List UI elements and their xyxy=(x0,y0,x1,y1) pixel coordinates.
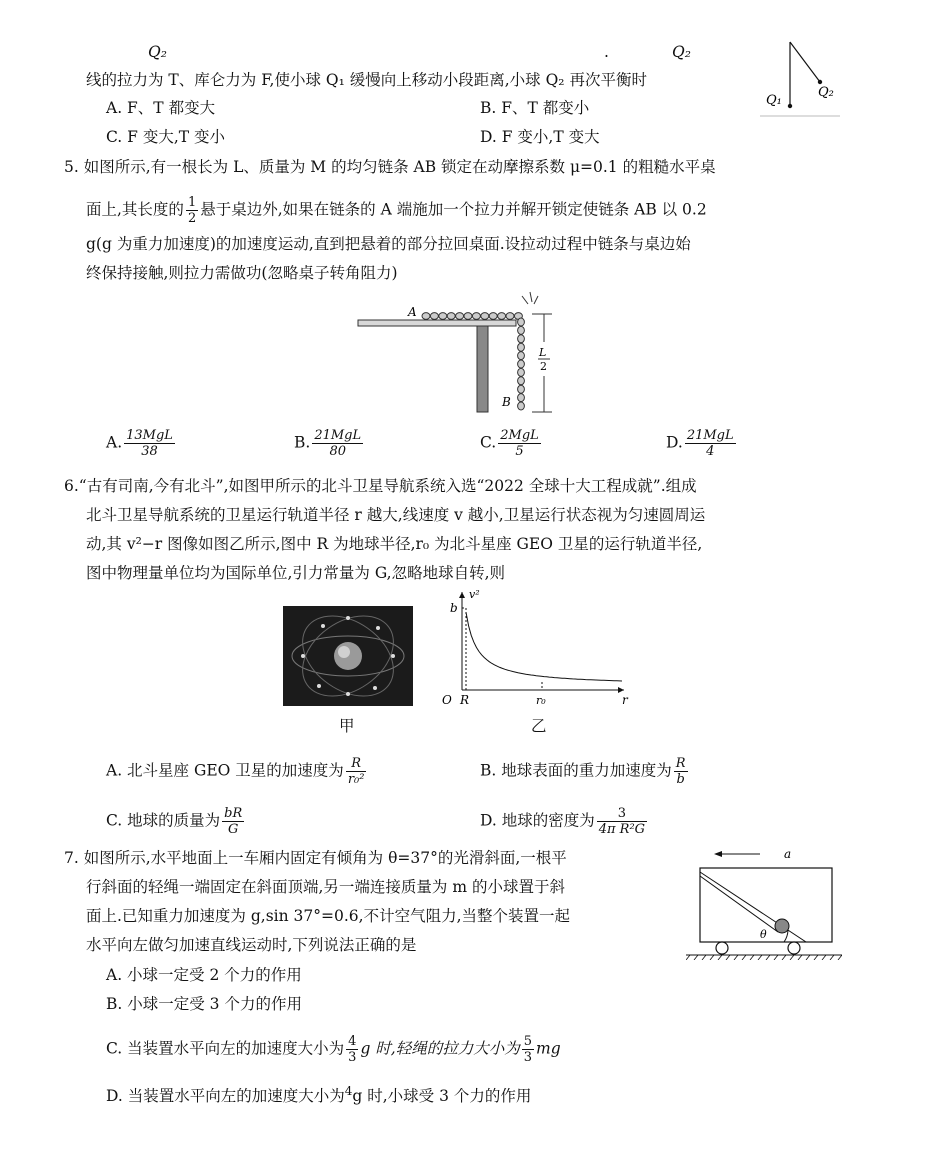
chain-link xyxy=(456,313,464,320)
ground-hatch-line xyxy=(790,955,794,960)
q5-option-d: D. $\frac{\text{21MgL}}{4}$ xyxy=(666,428,734,459)
ground-hatch-line xyxy=(774,955,778,960)
fig-a-label: a xyxy=(784,847,792,861)
v2-r-graph xyxy=(432,586,632,716)
q4-option-c: C. F 变大,T 变小 xyxy=(106,128,226,146)
q7-option-a: A. 小球一定受 2 个力的作用 xyxy=(106,966,302,984)
q5-line-3: g(g 为重力加速度)的加速度运动,直到把悬着的部分拉回桌面.设拉动过程中链条与桌边始 xyxy=(86,235,691,253)
chain-link xyxy=(498,313,506,320)
q5-line-1: 5. 如图所示,有一根长为 L、质量为 M 的均匀链条 AB 锁定在动摩擦系数 μ=0.1 的粗糙水平桌 xyxy=(64,158,716,176)
q4-option-d: D. F 变小,T 变大 xyxy=(480,128,600,146)
graph-x-label: r xyxy=(622,693,628,707)
q5-line2-pre: 面上,其长度的 xyxy=(86,200,184,219)
q7-line-1: 7. 如图所示,水平地面上一车厢内固定有倾角为 θ=37°的光滑斜面,一根平 xyxy=(64,849,567,867)
chain-link xyxy=(518,402,525,410)
q7-line-4: 水平向左做匀加速直线运动时,下列说法正确的是 xyxy=(86,936,417,954)
q2-label-left: Q₂ xyxy=(148,43,167,61)
ground-hatch-line xyxy=(750,955,754,960)
ground-hatch-line xyxy=(766,955,770,960)
ground-hatch-line xyxy=(782,955,786,960)
chain-link xyxy=(506,313,514,320)
chain-link xyxy=(481,313,489,320)
chain-link xyxy=(472,313,480,320)
ground-hatch-line xyxy=(742,955,746,960)
ground-hatch-line xyxy=(830,955,834,960)
ground-hatch-line xyxy=(702,955,706,960)
beidou-satellite-image xyxy=(283,606,413,706)
q5-option-a: A. $\frac{\text{13MgL}}{38}$ xyxy=(106,428,173,459)
ground-hatch-line xyxy=(806,955,810,960)
chain-link xyxy=(518,394,525,402)
chain-link xyxy=(447,313,455,320)
graph-b-label: b xyxy=(450,601,458,615)
chain-link xyxy=(518,343,525,351)
chain-link xyxy=(518,318,525,326)
chain-link xyxy=(518,377,525,385)
q7-option-d: D. 当装置水平向左的加速度大小为4g 时,小球受 3 个力的作用 xyxy=(106,1084,532,1105)
ground-hatch-line xyxy=(814,955,818,960)
fig-B-label: B xyxy=(502,395,511,409)
q6-line-2: 北斗卫星导航系统的卫星运行轨道半径 r 越大,线速度 v 越小,卫星运行状态视为匀速圆周运 xyxy=(86,506,706,524)
q6-line-3: 动,其 v²−r 图像如图乙所示,图中 R 为地球半径,r₀ 为北斗星座 GEO 卫星的运行轨道半径, xyxy=(86,535,703,553)
q5-option-c: C. $\frac{\text{2MgL}}{5}$ xyxy=(480,428,539,459)
q2-label-right: Q₂ xyxy=(672,43,691,61)
q4-pendulum-figure xyxy=(758,38,842,118)
chain-link xyxy=(518,326,525,334)
q6-option-a: A. 北斗星座 GEO 卫星的加速度为 $\frac{R}{\text{r₀²}}$ xyxy=(106,756,365,787)
q7-option-c: C. 当装置水平向左的加速度大小为 $\frac{4}{3}$ g 时,轻绳的拉力大小为 $\frac{5}{3}$ mg xyxy=(106,1034,561,1065)
q4-option-a: A. F、T 都变大 xyxy=(106,99,216,117)
ground-hatch-line xyxy=(686,955,690,960)
q6-line-1: 6.“古有司南,今有北斗”,如图甲所示的北斗卫星导航系统入选“2022 全球十大工程成就”.组成 xyxy=(64,477,697,495)
chain-link xyxy=(430,313,438,320)
graph-r0-label: r₀ xyxy=(536,694,546,707)
q5-chain-table-figure xyxy=(356,290,556,416)
q7-option-b: B. 小球一定受 3 个力的作用 xyxy=(106,995,302,1013)
fig-2-label: 2 xyxy=(540,360,547,373)
chain-link xyxy=(518,335,525,343)
q6-option-b: B. 地球表面的重力加速度为 $\frac{R}{b}$ xyxy=(480,756,686,787)
q6-option-d: D. 地球的密度为 $\frac{3}{\text{4π R²G}}$ xyxy=(480,806,646,837)
fig-jia-label: 甲 xyxy=(339,717,355,735)
fig-q2-label: Q₂ xyxy=(818,85,834,100)
graph-y-label: v² xyxy=(469,588,480,601)
v2-r-curve xyxy=(466,612,622,681)
q5-half-fraction: $\frac{1}{2}$ xyxy=(187,195,197,226)
ground-hatch-line xyxy=(726,955,730,960)
ground-hatch-line xyxy=(798,955,802,960)
fig-theta-label: θ xyxy=(760,928,767,941)
ground-hatch-line xyxy=(694,955,698,960)
ground-hatch-line xyxy=(758,955,762,960)
chain-link xyxy=(518,360,525,368)
chain-link xyxy=(464,313,472,320)
q4-continuation-line: 线的拉力为 T、库仑力为 F,使小球 Q₁ 缓慢向上移动小段距离,小球 Q₂ 再次平衡时 xyxy=(86,71,647,89)
q5-line2-post: 悬于桌边外,如果在链条的 A 端施加一个拉力并解开锁定使链条 AB 以 0.2 xyxy=(200,200,707,219)
q5-line-2 xyxy=(86,195,707,226)
fig-q1-label: Q₁ xyxy=(766,93,782,108)
ground-hatch-line xyxy=(718,955,722,960)
ground-hatch-line xyxy=(710,955,714,960)
q6-option-c: C. 地球的质量为 $\frac{bR}{G}$ xyxy=(106,806,243,837)
q5-line-4: 终保持接触,则拉力需做功(忽略桌子转角阻力) xyxy=(86,264,398,282)
chain-link xyxy=(518,352,525,360)
q7-carriage-figure xyxy=(686,842,842,960)
ground-hatch-line xyxy=(838,955,842,960)
graph-origin-label: O xyxy=(442,693,452,707)
q7-line-2: 行斜面的轻绳一端固定在斜面顶端,另一端连接质量为 m 的小球置于斜 xyxy=(86,878,565,896)
dot-mark: . xyxy=(604,43,609,61)
chain-link xyxy=(422,313,430,320)
chain-link xyxy=(439,313,447,320)
q7-line-3: 面上.已知重力加速度为 g,sin 37°=0.6,不计空气阻力,当整个装置一起 xyxy=(86,907,570,925)
fig-yi-label: 乙 xyxy=(531,717,547,735)
chain-link xyxy=(518,368,525,376)
q6-line-4: 图中物理量单位均为国际单位,引力常量为 G,忽略地球自转,则 xyxy=(86,564,506,582)
fig-A-label: A xyxy=(408,305,417,319)
graph-R-label: R xyxy=(460,693,470,707)
fig-L-label: L xyxy=(539,346,547,359)
q5-option-b: B. $\frac{\text{21MgL}}{80}$ xyxy=(294,428,362,459)
chain-link xyxy=(518,385,525,393)
ground-hatch-line xyxy=(822,955,826,960)
chain-link xyxy=(489,313,497,320)
ground-hatch-line xyxy=(734,955,738,960)
q4-option-b: B. F、T 都变小 xyxy=(480,99,590,117)
